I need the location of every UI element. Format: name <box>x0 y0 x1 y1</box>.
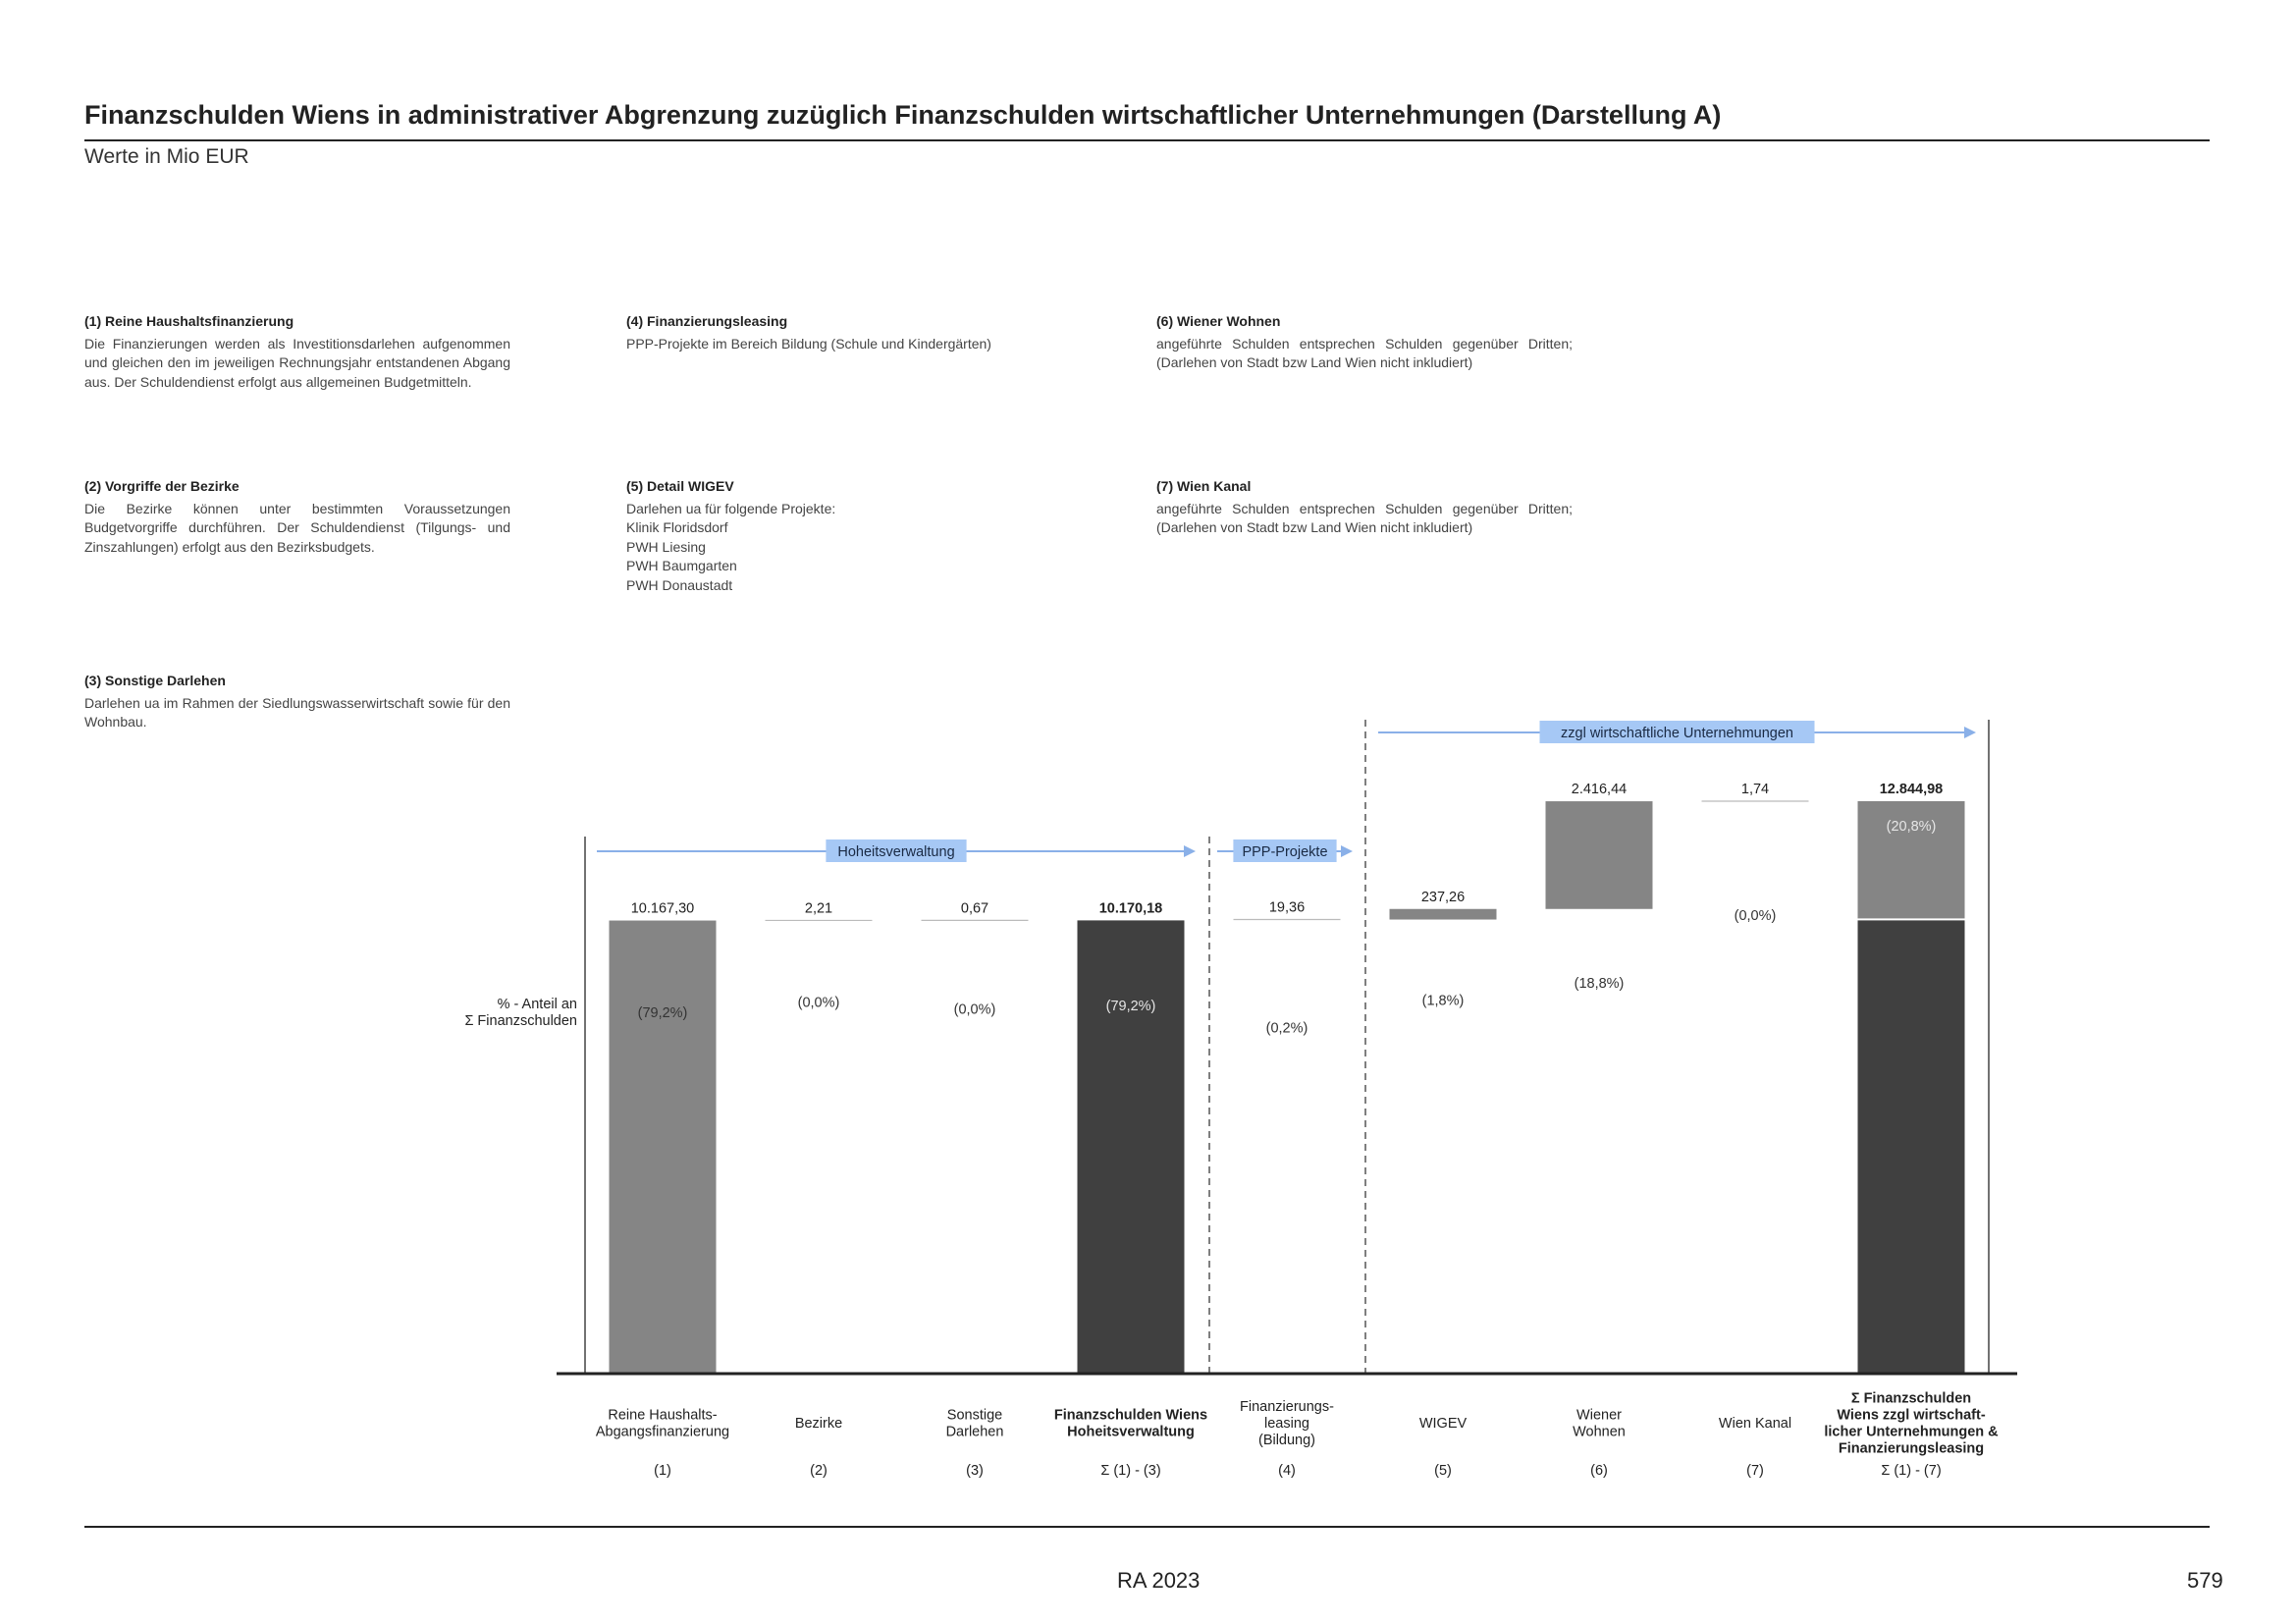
note-body: angeführte Schulden entsprechen Schulden gegenüber Dritten; (Darlehen von Stadt bzw Land Wien nicht inkludiert) <box>1156 500 1573 535</box>
share-label: (79,2%) <box>637 1005 688 1021</box>
bar-step <box>610 921 717 1374</box>
value-label: 10.170,18 <box>1098 900 1163 917</box>
category-label: Hoheitsverwaltung <box>1067 1424 1195 1440</box>
category-label: Wien Kanal <box>1718 1416 1792 1432</box>
category-label: Wiens zzgl wirtschaft- <box>1837 1407 1986 1424</box>
category-label: Reine Haushalts- <box>608 1407 718 1424</box>
share-label: (0,2%) <box>1265 1020 1308 1037</box>
page-subtitle: Werte in Mio EUR <box>84 145 249 168</box>
category-label: Finanzierungsleasing <box>1838 1440 1985 1457</box>
note-heading: (5) Detail WIGEV <box>626 478 734 494</box>
category-label: Bezirke <box>794 1416 843 1432</box>
page-title: Finanzschulden Wiens in administrativer Abgrenzung zuzüglich Finanzschulden wirtschaftlicher Unternehmungen (Darstellung A) <box>84 100 1722 130</box>
share-label: (79,2%) <box>1105 999 1156 1014</box>
group-label: zzgl wirtschaftliche Unternehmungen <box>1561 726 1793 741</box>
category-ref: (6) <box>1590 1463 1608 1479</box>
note-heading: (1) Reine Haushaltsfinanzierung <box>84 313 294 329</box>
value-label: 0,67 <box>960 900 989 917</box>
group-label: Hoheitsverwaltung <box>837 844 955 860</box>
category-ref: Σ (1) - (3) <box>1100 1463 1161 1479</box>
category-ref: (5) <box>1434 1463 1452 1479</box>
share-label: (20,8%) <box>1886 819 1937 835</box>
category-ref: (7) <box>1746 1463 1764 1479</box>
category-label: (Bildung) <box>1257 1433 1316 1448</box>
category-ref: (4) <box>1278 1463 1296 1479</box>
category-label: licher Unternehmungen & <box>1824 1424 1999 1440</box>
category-ref: (3) <box>966 1463 984 1479</box>
note-body: angeführte Schulden entsprechen Schulden gegenüber Dritten; (Darlehen von Stadt bzw Land Wien nicht inkludiert) <box>1156 335 1573 370</box>
category-label: Σ Finanzschulden <box>1850 1390 1972 1407</box>
category-ref: Σ (1) - (7) <box>1881 1463 1942 1479</box>
note-body: Darlehen ua im Rahmen der Siedlungswasserwirtschaft sowie für den Wohnbau. <box>84 694 510 730</box>
category-ref: (2) <box>810 1463 828 1479</box>
bar-step <box>1546 801 1653 909</box>
value-label: 10.167,30 <box>630 900 695 917</box>
note-body: Darlehen ua für folgende Projekte: Klinik Floridsdorf PWH Liesing PWH Baumgarten PWH Donaustadt <box>626 500 836 593</box>
category-label: leasing <box>1264 1416 1309 1432</box>
value-label: 2.416,44 <box>1571 782 1628 798</box>
y-axis-label: % - Anteil an <box>497 997 577 1012</box>
bar-total-lower <box>1858 920 1965 1374</box>
note-body: Die Finanzierungen werden als Investitionsdarlehen aufgenommen und gleichen den im jeweiligen Rechnungsjahr entstandenen Abgang aus. Der Schuldendienst erfolgt aus allgemeinen Budgetmitteln. <box>84 335 510 390</box>
bar-step <box>1390 909 1497 920</box>
category-label: Wohnen <box>1573 1424 1626 1440</box>
share-label: (0,0%) <box>1734 908 1777 924</box>
share-label: (1,8%) <box>1421 993 1465 1009</box>
y-axis-label: Σ Finanzschulden <box>464 1013 577 1029</box>
page-number: 579 <box>2187 1568 2223 1593</box>
note-heading: (3) Sonstige Darlehen <box>84 673 226 688</box>
category-label: WIGEV <box>1418 1416 1468 1432</box>
note-heading: (6) Wiener Wohnen <box>1156 313 1281 329</box>
share-label: (18,8%) <box>1574 975 1625 992</box>
note-heading: (7) Wien Kanal <box>1156 478 1252 494</box>
category-label: Finanzierungs- <box>1240 1399 1334 1415</box>
note-body: Die Bezirke können unter bestimmten Voraussetzungen Budgetvorgriffe durchführen. Der Schuldendienst (Tilgungs- und Zinszahlungen) erfolgt aus den Bezirksbudgets. <box>84 500 510 555</box>
group-arrow-head <box>1184 845 1196 857</box>
category-label: Darlehen <box>945 1424 1004 1440</box>
category-ref: (1) <box>654 1463 671 1479</box>
share-label: (0,0%) <box>797 995 840 1011</box>
value-label: 19,36 <box>1268 899 1306 916</box>
category-label: Abgangsfinanzierung <box>595 1424 730 1440</box>
share-label: (0,0%) <box>953 1001 996 1018</box>
category-label: Sonstige <box>946 1407 1003 1424</box>
note-heading: (2) Vorgriffe der Bezirke <box>84 478 240 494</box>
category-label: Finanzschulden Wiens <box>1053 1407 1208 1424</box>
category-label: Wiener <box>1576 1407 1622 1424</box>
value-label: 1,74 <box>1740 782 1770 797</box>
value-label: 237,26 <box>1420 889 1466 905</box>
footer-divider <box>84 1526 2210 1528</box>
note-heading: (4) Finanzierungsleasing <box>626 313 788 329</box>
bar-total <box>1078 920 1185 1374</box>
group-arrow-head <box>1341 845 1353 857</box>
value-label: 2,21 <box>804 900 833 917</box>
group-label: PPP-Projekte <box>1242 844 1328 860</box>
note-body: PPP-Projekte im Bereich Bildung (Schule und Kindergärten) <box>626 335 991 352</box>
group-arrow-head <box>1964 727 1976 738</box>
value-label: 12.844,98 <box>1879 782 1944 797</box>
footer-text: RA 2023 <box>1117 1568 1201 1593</box>
